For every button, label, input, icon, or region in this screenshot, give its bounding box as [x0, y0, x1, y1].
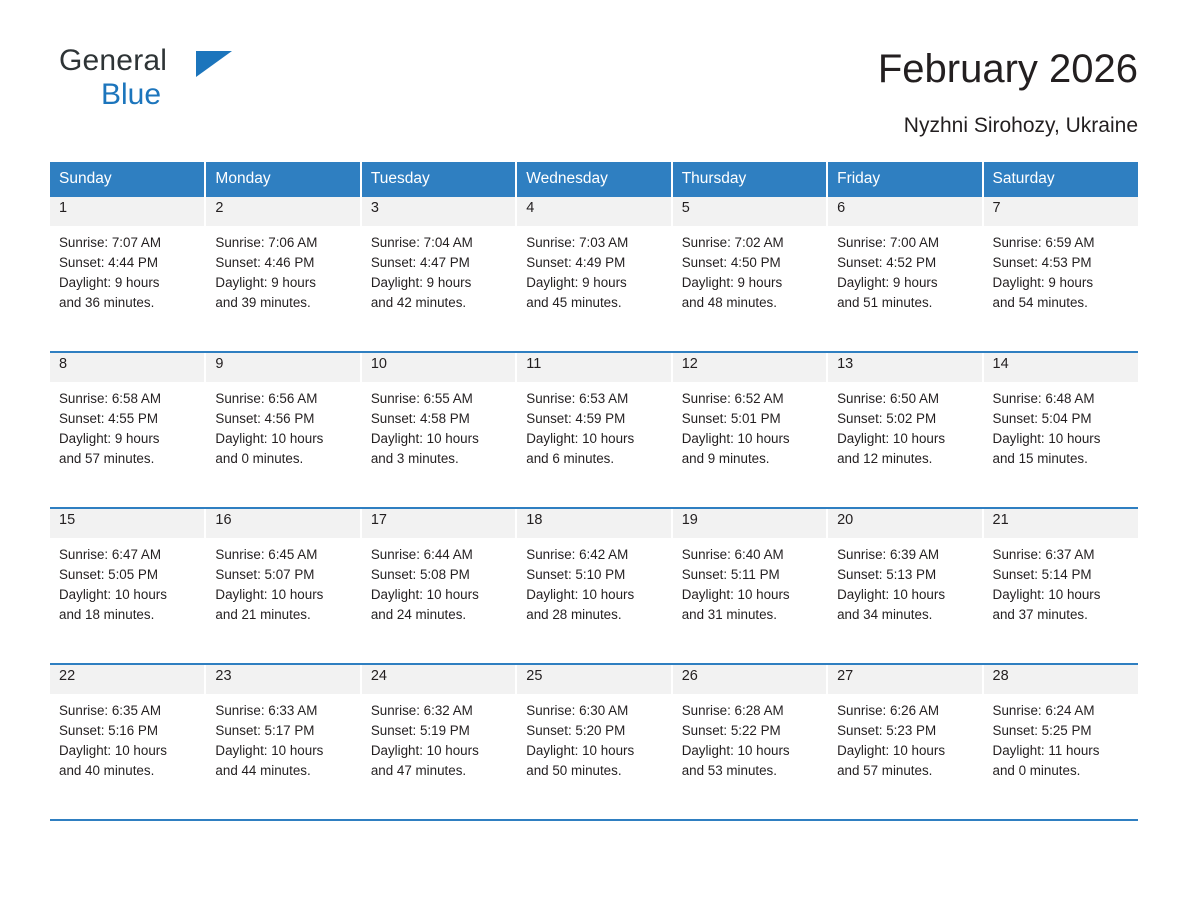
daylight-text-line2: and 0 minutes.: [992, 763, 1081, 778]
day-number-row: [50, 197, 1138, 226]
page-title: February 2026: [877, 47, 1138, 91]
sunrise-text: Sunrise: 6:24 AM: [992, 703, 1095, 718]
day-number: 21: [983, 508, 1138, 538]
logo-text-general: General: [59, 44, 168, 77]
daylight-text-line2: and 18 minutes.: [59, 607, 155, 622]
weekday-header-wednesday: Wednesday: [516, 162, 671, 197]
sunrise-text: Sunrise: 6:28 AM: [681, 703, 784, 718]
sunrise-text: Sunrise: 7:03 AM: [526, 235, 629, 250]
sunset-text: Sunset: 5:22 PM: [681, 723, 781, 738]
day-cell: [205, 226, 360, 352]
weekday-header-monday: Monday: [205, 162, 360, 197]
day-number: 17: [361, 508, 516, 538]
daylight-text-line1: Daylight: 10 hours: [215, 431, 324, 446]
daylight-text-line1: Daylight: 10 hours: [215, 587, 324, 602]
day-number: 4: [516, 197, 671, 226]
daylight-text-line1: Daylight: 10 hours: [837, 743, 946, 758]
sunrise-text: Sunrise: 6:37 AM: [992, 547, 1095, 562]
day-cell: [672, 382, 827, 508]
sunset-text: Sunset: 5:10 PM: [526, 567, 626, 582]
daylight-text-line2: and 24 minutes.: [370, 607, 467, 622]
page-header: [50, 44, 1138, 140]
day-number: 23: [205, 664, 360, 694]
daylight-text-line2: and 54 minutes.: [992, 295, 1088, 310]
daylight-text-line1: Daylight: 10 hours: [370, 743, 479, 758]
sunset-text: Sunset: 5:19 PM: [370, 723, 470, 738]
day-cell: [827, 226, 982, 352]
daylight-text-line2: and 48 minutes.: [681, 295, 777, 310]
sunset-text: Sunset: 5:14 PM: [992, 567, 1092, 582]
sunrise-text: Sunrise: 6:40 AM: [681, 547, 784, 562]
daylight-text-line1: Daylight: 10 hours: [992, 431, 1101, 446]
daylight-text-line1: Daylight: 10 hours: [526, 431, 635, 446]
day-number: 26: [672, 664, 827, 694]
daylight-text-line1: Daylight: 10 hours: [992, 587, 1101, 602]
day-cell: [983, 538, 1138, 664]
daylight-text-line1: Daylight: 10 hours: [837, 587, 946, 602]
sunrise-text: Sunrise: 6:33 AM: [215, 703, 318, 718]
day-cell: [672, 226, 827, 352]
daylight-text-line2: and 0 minutes.: [215, 451, 304, 466]
sunset-text: Sunset: 5:13 PM: [837, 567, 937, 582]
day-cell: [361, 226, 516, 352]
day-number: 7: [983, 197, 1138, 226]
sunrise-text: Sunrise: 6:53 AM: [526, 391, 629, 406]
sunset-text: Sunset: 4:50 PM: [681, 255, 781, 270]
daylight-text-line2: and 57 minutes.: [837, 763, 933, 778]
weekday-header-saturday: Saturday: [983, 162, 1138, 197]
sunrise-text: Sunrise: 7:07 AM: [59, 235, 161, 250]
daylight-text-line1: Daylight: 10 hours: [526, 587, 635, 602]
weekday-header-tuesday: Tuesday: [361, 162, 516, 197]
daylight-text-line2: and 39 minutes.: [215, 295, 311, 310]
day-number-row: [50, 352, 1138, 382]
sunset-text: Sunset: 4:44 PM: [59, 255, 158, 270]
day-cell: [361, 694, 516, 820]
daylight-text-line1: Daylight: 10 hours: [215, 743, 324, 758]
day-number: 10: [361, 352, 516, 382]
daylight-text-line2: and 57 minutes.: [59, 451, 155, 466]
day-number: 28: [983, 664, 1138, 694]
daylight-text-line2: and 12 minutes.: [837, 451, 933, 466]
sunrise-text: Sunrise: 6:26 AM: [837, 703, 940, 718]
day-cell: [983, 694, 1138, 820]
sunset-text: Sunset: 5:02 PM: [837, 411, 937, 426]
sunset-text: Sunset: 4:46 PM: [215, 255, 315, 270]
sunrise-text: Sunrise: 6:56 AM: [215, 391, 318, 406]
sunrise-text: Sunrise: 7:06 AM: [215, 235, 318, 250]
daylight-text-line1: Daylight: 10 hours: [370, 587, 479, 602]
day-number: 8: [50, 352, 205, 382]
day-cell: [672, 694, 827, 820]
day-info-row: [50, 694, 1138, 820]
day-number: 12: [672, 352, 827, 382]
daylight-text-line2: and 15 minutes.: [992, 451, 1088, 466]
day-number: 11: [516, 352, 671, 382]
day-number: 13: [827, 352, 982, 382]
sunrise-text: Sunrise: 6:42 AM: [526, 547, 629, 562]
day-cell: [50, 694, 205, 820]
sunset-text: Sunset: 4:55 PM: [59, 411, 158, 426]
daylight-text-line2: and 37 minutes.: [992, 607, 1088, 622]
sunrise-text: Sunrise: 6:58 AM: [59, 391, 161, 406]
day-cell: [361, 382, 516, 508]
sunrise-text: Sunrise: 6:32 AM: [370, 703, 473, 718]
day-cell: [827, 538, 982, 664]
day-cell: [361, 538, 516, 664]
sunset-text: Sunset: 4:53 PM: [992, 255, 1092, 270]
sunset-text: Sunset: 5:11 PM: [681, 567, 780, 582]
day-cell: [983, 226, 1138, 352]
daylight-text-line2: and 6 minutes.: [526, 451, 615, 466]
day-number: 22: [50, 664, 205, 694]
sunset-text: Sunset: 4:52 PM: [837, 255, 937, 270]
daylight-text-line1: Daylight: 9 hours: [992, 275, 1094, 290]
daylight-text-line1: Daylight: 10 hours: [59, 587, 167, 602]
sunrise-text: Sunrise: 6:47 AM: [59, 547, 161, 562]
day-number: 9: [205, 352, 360, 382]
daylight-text-line1: Daylight: 9 hours: [681, 275, 783, 290]
day-number: 1: [50, 197, 205, 226]
daylight-text-line1: Daylight: 10 hours: [370, 431, 479, 446]
sunset-text: Sunset: 4:59 PM: [526, 411, 626, 426]
daylight-text-line2: and 9 minutes.: [681, 451, 770, 466]
weekday-header-thursday: Thursday: [672, 162, 827, 197]
sunset-text: Sunset: 5:05 PM: [59, 567, 158, 582]
daylight-text-line2: and 53 minutes.: [681, 763, 777, 778]
sunrise-text: Sunrise: 7:04 AM: [370, 235, 473, 250]
daylight-text-line1: Daylight: 9 hours: [526, 275, 627, 290]
daylight-text-line1: Daylight: 10 hours: [526, 743, 635, 758]
sunrise-text: Sunrise: 7:02 AM: [681, 235, 784, 250]
sunset-text: Sunset: 5:07 PM: [215, 567, 315, 582]
logo-triangle-icon: [196, 51, 232, 77]
daylight-text-line2: and 36 minutes.: [59, 295, 155, 310]
daylight-text-line2: and 40 minutes.: [59, 763, 155, 778]
sunrise-text: Sunrise: 7:00 AM: [837, 235, 940, 250]
day-number: 20: [827, 508, 982, 538]
day-cell: [516, 694, 671, 820]
sunrise-text: Sunrise: 6:35 AM: [59, 703, 161, 718]
day-cell: [205, 538, 360, 664]
day-cell: [205, 694, 360, 820]
sunrise-text: Sunrise: 6:48 AM: [992, 391, 1095, 406]
daylight-text-line2: and 44 minutes.: [215, 763, 311, 778]
sunset-text: Sunset: 4:58 PM: [370, 411, 470, 426]
sunrise-sunset-calendar: [50, 162, 1138, 821]
daylight-text-line1: Daylight: 10 hours: [59, 743, 167, 758]
logo-text-blue: Blue: [101, 78, 162, 111]
day-number: 5: [672, 197, 827, 226]
day-number: 2: [205, 197, 360, 226]
daylight-text-line2: and 47 minutes.: [370, 763, 467, 778]
daylight-text-line2: and 51 minutes.: [837, 295, 933, 310]
daylight-text-line2: and 34 minutes.: [837, 607, 933, 622]
day-cell: [827, 382, 982, 508]
daylight-text-line1: Daylight: 10 hours: [837, 431, 946, 446]
sunrise-text: Sunrise: 6:45 AM: [215, 547, 318, 562]
day-cell: [983, 382, 1138, 508]
daylight-text-line1: Daylight: 9 hours: [59, 431, 160, 446]
sunset-text: Sunset: 5:16 PM: [59, 723, 158, 738]
daylight-text-line2: and 42 minutes.: [370, 295, 467, 310]
day-cell: [672, 538, 827, 664]
daylight-text-line1: Daylight: 10 hours: [681, 431, 790, 446]
day-number: 25: [516, 664, 671, 694]
day-info-row: [50, 226, 1138, 352]
day-info-row: [50, 538, 1138, 664]
weekday-header-sunday: Sunday: [50, 162, 205, 197]
day-cell: [827, 694, 982, 820]
day-number: 15: [50, 508, 205, 538]
daylight-text-line1: Daylight: 11 hours: [992, 743, 1100, 758]
day-number-row: [50, 508, 1138, 538]
daylight-text-line1: Daylight: 9 hours: [59, 275, 160, 290]
daylight-text-line2: and 50 minutes.: [526, 763, 622, 778]
daylight-text-line1: Daylight: 9 hours: [837, 275, 938, 290]
sunrise-text: Sunrise: 6:44 AM: [370, 547, 473, 562]
daylight-text-line1: Daylight: 9 hours: [215, 275, 316, 290]
day-number: 18: [516, 508, 671, 538]
sunrise-text: Sunrise: 6:30 AM: [526, 703, 629, 718]
day-number: 6: [827, 197, 982, 226]
day-cell: [205, 382, 360, 508]
sunrise-text: Sunrise: 6:52 AM: [681, 391, 784, 406]
day-info-row: [50, 382, 1138, 508]
sunset-text: Sunset: 5:08 PM: [370, 567, 470, 582]
sunset-text: Sunset: 4:56 PM: [215, 411, 315, 426]
generalblue-logo: [50, 44, 230, 116]
day-cell: [50, 538, 205, 664]
sunrise-text: Sunrise: 6:59 AM: [992, 235, 1095, 250]
day-cell: [516, 382, 671, 508]
daylight-text-line1: Daylight: 9 hours: [370, 275, 472, 290]
daylight-text-line2: and 3 minutes.: [370, 451, 459, 466]
day-number: 19: [672, 508, 827, 538]
title-block: [878, 44, 1138, 138]
day-cell: [516, 538, 671, 664]
sunrise-text: Sunrise: 6:55 AM: [370, 391, 473, 406]
day-number: 27: [827, 664, 982, 694]
day-number: 3: [361, 197, 516, 226]
weekday-header-row: [50, 162, 1138, 197]
sunset-text: Sunset: 5:20 PM: [526, 723, 626, 738]
daylight-text-line2: and 31 minutes.: [681, 607, 777, 622]
sunset-text: Sunset: 4:47 PM: [370, 255, 470, 270]
day-number: 14: [983, 352, 1138, 382]
day-cell: [50, 226, 205, 352]
sunset-text: Sunset: 5:04 PM: [992, 411, 1092, 426]
sunset-text: Sunset: 4:49 PM: [526, 255, 626, 270]
daylight-text-line1: Daylight: 10 hours: [681, 587, 790, 602]
daylight-text-line2: and 28 minutes.: [526, 607, 622, 622]
weekday-header-friday: Friday: [827, 162, 982, 197]
daylight-text-line2: and 21 minutes.: [215, 607, 311, 622]
daylight-text-line2: and 45 minutes.: [526, 295, 622, 310]
sunset-text: Sunset: 5:23 PM: [837, 723, 937, 738]
daylight-text-line1: Daylight: 10 hours: [681, 743, 790, 758]
day-cell: [50, 382, 205, 508]
day-number-row: [50, 664, 1138, 694]
sunset-text: Sunset: 5:17 PM: [215, 723, 315, 738]
day-number: 24: [361, 664, 516, 694]
sunset-text: Sunset: 5:01 PM: [681, 411, 781, 426]
day-number: 16: [205, 508, 360, 538]
sunrise-text: Sunrise: 6:50 AM: [837, 391, 940, 406]
sunrise-text: Sunrise: 6:39 AM: [837, 547, 940, 562]
day-cell: [516, 226, 671, 352]
location-subtitle: Nyzhni Sirohozy, Ukraine: [903, 114, 1138, 137]
sunset-text: Sunset: 5:25 PM: [992, 723, 1092, 738]
